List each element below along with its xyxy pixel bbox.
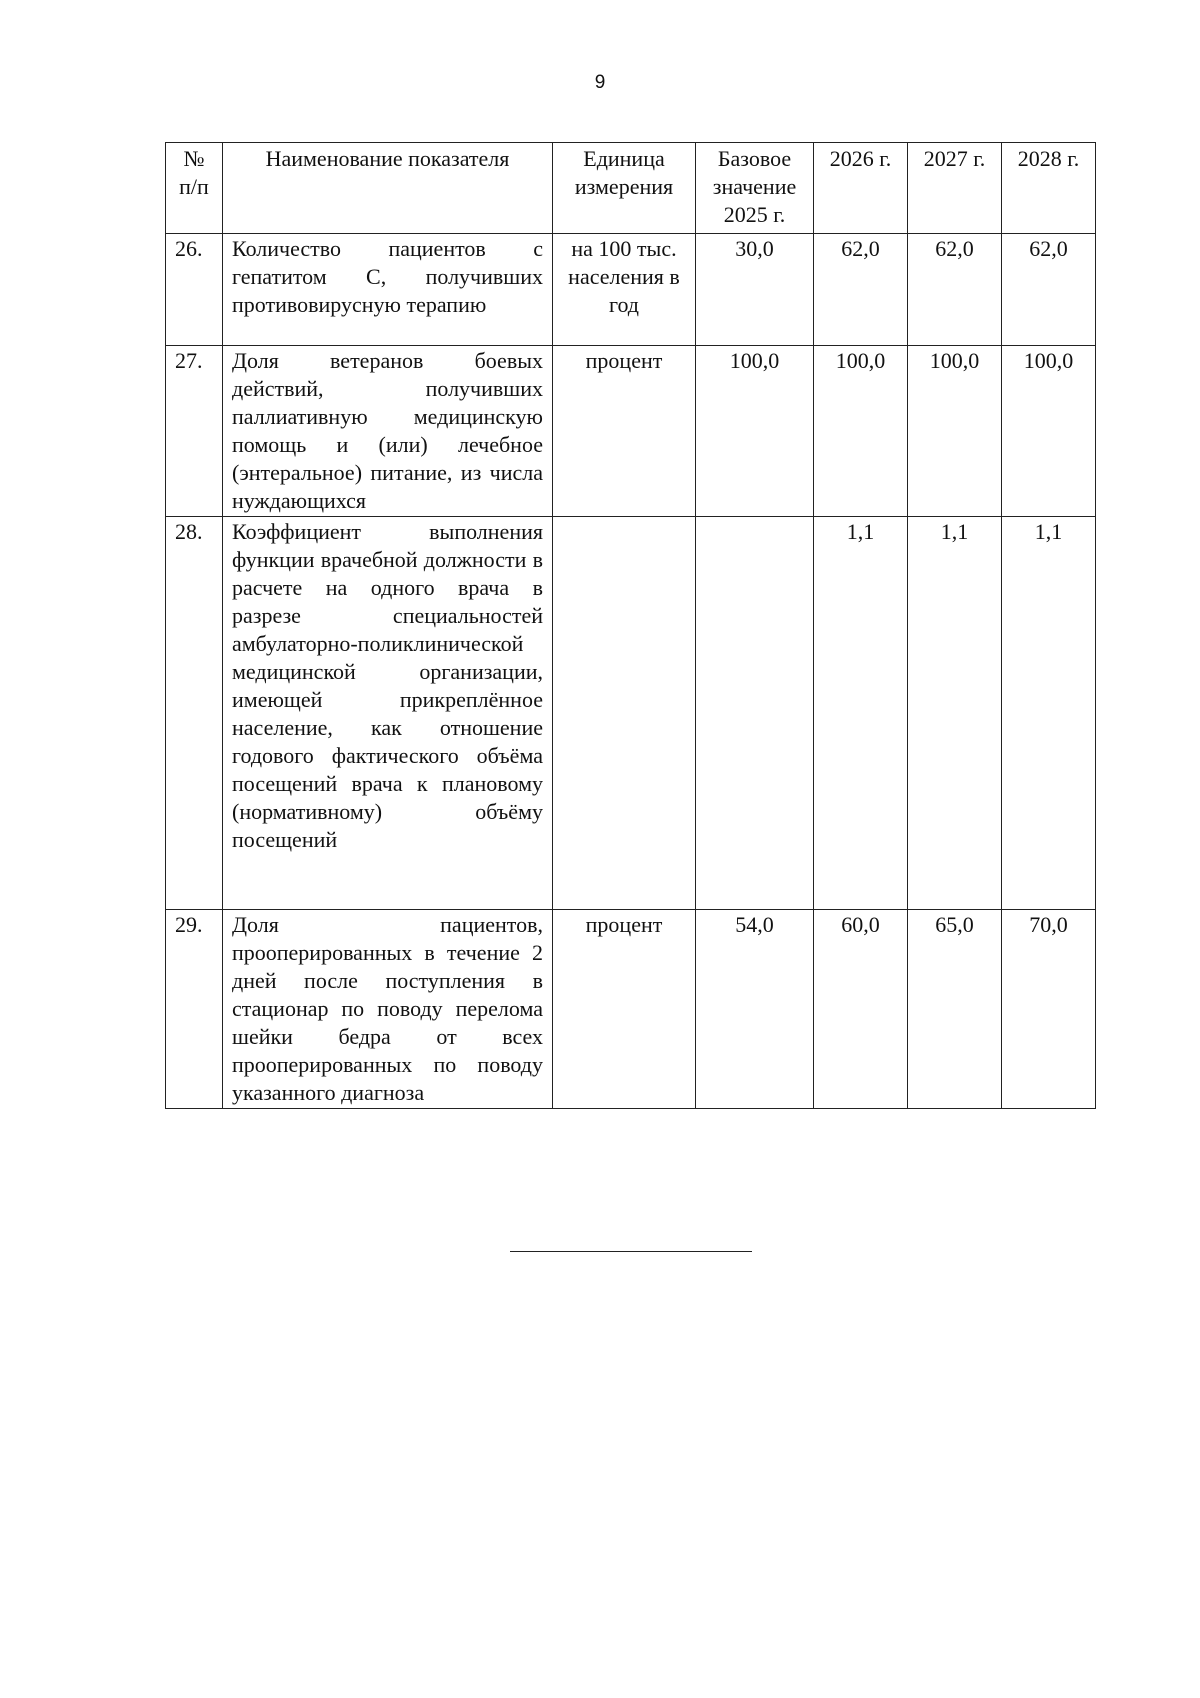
header-year-2026: 2026 г. [814, 143, 908, 234]
unit: процент [553, 346, 696, 517]
value-2026: 1,1 [814, 517, 908, 910]
value-2026: 100,0 [814, 346, 908, 517]
unit: на 100 тыс. населения в год [553, 234, 696, 346]
row-number: 26. [166, 234, 223, 346]
indicators-table [165, 142, 1096, 1109]
indicator-name: Доля ветеранов боевых действий, получивших паллиативную медицинскую помощь и (или) лечебное (энтеральное) питание, из числа нуждающихся [223, 346, 553, 517]
header-base-value: Базовое значение 2025 г. [696, 143, 814, 234]
base-value: 100,0 [696, 346, 814, 517]
indicator-name: Количество пациентов с гепатитом С, получивших противовирусную терапию [223, 234, 553, 346]
table-row [166, 517, 1096, 910]
page-number: 9 [594, 72, 606, 93]
header-unit: Единица измерения [553, 143, 696, 234]
table-header-row [166, 143, 1096, 234]
indicator-name: Коэффициент выполнения функции врачебной должности в расчете на одного врача в разрезе специальностей амбулаторно-поликлинической медицинской организации, имеющей прикреплённое население, как отношение годового фактического объёма посещений врача к плановому (нормативному) объёму посещений [223, 517, 553, 910]
header-year-2027: 2027 г. [908, 143, 1002, 234]
value-2026: 62,0 [814, 234, 908, 346]
header-year-2028: 2028 г. [1002, 143, 1096, 234]
row-number: 29. [166, 910, 223, 1109]
value-2026: 60,0 [814, 910, 908, 1109]
value-2028: 100,0 [1002, 346, 1096, 517]
base-value [696, 517, 814, 910]
value-2027: 1,1 [908, 517, 1002, 910]
table-row [166, 346, 1096, 517]
value-2027: 62,0 [908, 234, 1002, 346]
table-row [166, 910, 1096, 1109]
indicator-name: Доля пациентов, прооперированных в течение 2 дней после поступления в стационар по поводу перелома шейки бедра от всех прооперированных по поводу указанного диагноза [223, 910, 553, 1109]
header-num: № п/п [166, 143, 223, 234]
value-2028: 1,1 [1002, 517, 1096, 910]
value-2027: 100,0 [908, 346, 1002, 517]
row-number: 27. [166, 346, 223, 517]
unit: процент [553, 910, 696, 1109]
unit [553, 517, 696, 910]
value-2027: 65,0 [908, 910, 1002, 1109]
value-2028: 70,0 [1002, 910, 1096, 1109]
base-value: 30,0 [696, 234, 814, 346]
table-row [166, 234, 1096, 346]
row-number: 28. [166, 517, 223, 910]
base-value: 54,0 [696, 910, 814, 1109]
header-name: Наименование показателя [223, 143, 553, 234]
end-separator-line [510, 1251, 752, 1252]
value-2028: 62,0 [1002, 234, 1096, 346]
